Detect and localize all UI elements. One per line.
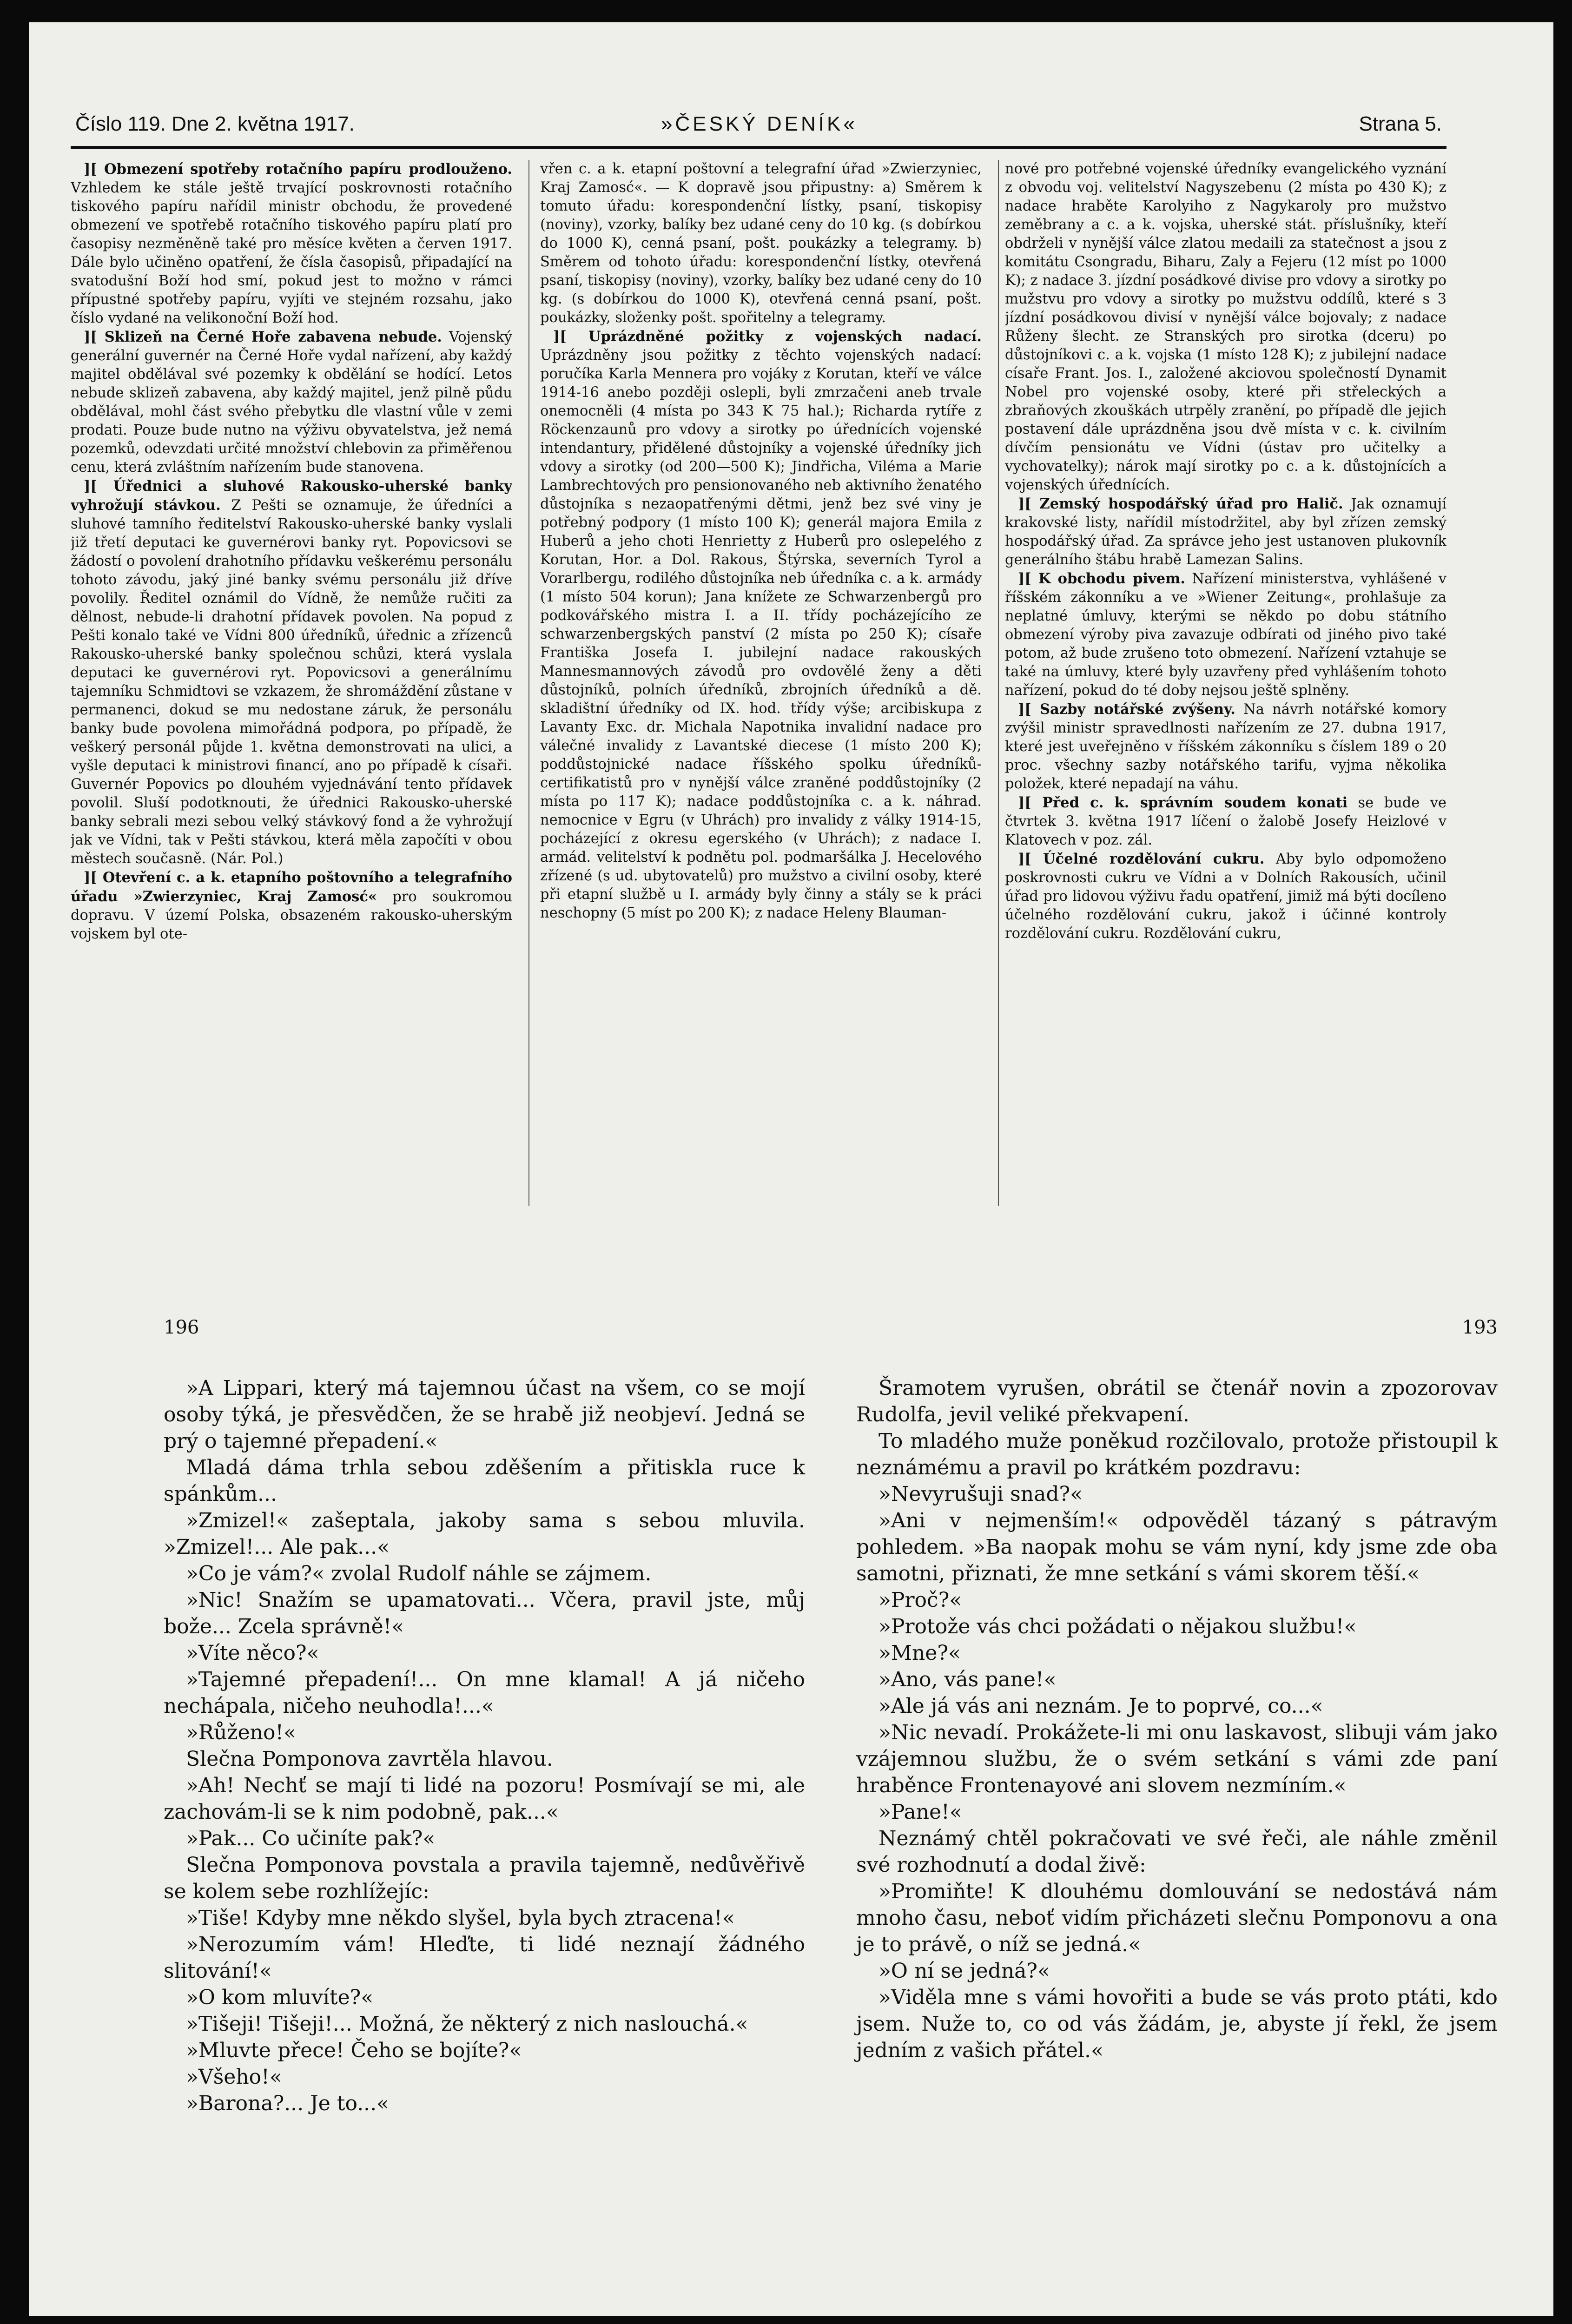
article [1005,793,1447,850]
book-text [856,1375,1498,2064]
book-page-left [164,1314,805,2291]
article-text: Vojenský generální guvernér na Černé Hoře vydal nařízení, aby každý majitel obdělával své pozemky k obdělání se hodící. Letos nebude sklizeň zabavena, aby každý majitel, jenž pilně půdu obdělával, mohl část svého přebytku dle vlastní vůle v zemi prodati. Pouze bude nutno na výživu obyvatelstva, jež nemá pozemků, odevzdati určité množství chlebovin za přiměřenou cenu, která zvláštním nařízením bude stanovena. [71,329,512,475]
book-paragraph: Slečna Pomponova zavrtěla hlavou. [186,1747,553,1771]
book-paragraph: »Mne?« [878,1641,961,1665]
book-paragraph: Mladá dáma trhla sebou zděšením a přitiskla ruce k spánkům... [164,1456,805,1506]
book-paragraph: »Ani v nejmenším!« odpověděl tázaný s pátravým pohledem. »Ba naopak mohu se vám nyní, kdy jsme zde oba samotni, přiznati, že mne setkání s vámi skorem těší.« [856,1509,1498,1585]
book-page-number: 196 [164,1317,199,1338]
article [71,328,512,477]
book-paragraph: »Mluvte přece! Čeho se bojíte?« [186,2039,522,2062]
article-headline: ][ Před c. k. správním soudem konati [1018,794,1348,811]
article-headline: ][ Otevření c. a k. etapního poštovního a telegrafního úřadu »Zwierzyniec, Kraj Zamosć« [71,869,512,905]
article-headline: ][ Obmezení spotřeby rotačního papíru prodlouženo. [84,161,512,178]
book-paragraph: »Pak... Co učiníte pak?« [186,1827,436,1850]
book-paragraph: »Barona?... Je to...« [186,2092,390,2115]
book-paragraph: »Nerozumím vám! Hleďte, ti lidé neznají žádného slitování!« [164,1933,805,1983]
book-paragraph: »O ní se jedná?« [878,1959,1050,1983]
book-paragraph: »Pane!« [878,1800,962,1824]
book-text [164,1375,805,2117]
masthead: »ČESKÝ DENÍK« [661,112,858,135]
book-paragraph: »Nevyrušuji snad?« [878,1482,1083,1506]
book-paragraph: »A Lippari, který má tajemnou účast na všem, co se mojí osoby týká, je přesvědčen, že se hrabě již neobjeví. Jedná se prý o tajemné přepadení.« [164,1376,805,1453]
column-2 [540,160,982,1220]
book-paragraph: »Promiňte! K dlouhému domlouvání se nedostává nám mnoho času, neboť vidím přicházeti slečnu Pomponovu a ona je to právě, o níž se jedná.« [856,1880,1498,1956]
article [1005,495,1447,569]
article-text: nové pro potřebné vojenské úředníky evangelického vyznání z obvodu voj. velitelství Nagyszebenu (2 místa po 430 K); z nadace hraběte Karolyiho z Nagykaroly pro mužstvo zeměbrany a c. a k. vojska, uherské stát. příslušníky, kteří obdrželi v nynější válce zlatou medaili za statečnost a jsou z komitátu Csongradu, Biharu, Zaly a Fejeru (12 míst po 1000 K); z nadace 3. jízdní posádkové divise pro vdovy a sirotky po mužstvu pro vdovy a sirotky po mužstvu oddílů, které s 3 jízdní posádkovou divisí v nynější válce bojovaly; z nadace Růženy šlecht. ze Stranských pro sirotka (dceru) po důstojníkovi c. a k. vojska (1 místo 128 K); z jubilejní nadace císaře Frant. Jos. I., založené akciovou společností Dynamit Nobel pro vojenské osoby, které při střeleckých a zbraňových zkouškách utrpěly zranění, po případě dle jejich postavení dále uprázdněna jsou dvě místa v c. k. civilním dívčím pensionátu ve Vídni (ústav pro učitelky a vychovatelky); nárok mají sirotky po c. a k. důstojnících a vojenských úřednících. [1005,161,1447,493]
book-paragraph: Šramotem vyrušen, obrátil se čtenář novin a zpozorovav Rudolfa, jevil veliké překvapení. [856,1376,1498,1426]
article [540,327,982,923]
book-paragraph: »Tiše! Kdyby mne někdo slyšel, byla bych ztracena!« [186,1906,735,1930]
article-headline: ][ K obchodu pivem. [1018,570,1186,587]
book-paragraph: »Co je vám?« zvolal Rudolf náhle se zájmem. [186,1562,652,1585]
column-1 [71,160,512,1220]
article-headline: ][ Uprázdněné požitky z vojenských nadací. [553,328,982,345]
article-text: Nařízení ministerstva, vyhlášené v říšském zákonníku a ve »Wiener Zeitung«, prohlašuje za neplatné úmluvy, kterými se někdo po dobu státního obmezení výroby piva zavazuje odbírati od jiného pivo také potom, až bude zrušeno toto obmezení. Nařízení vztahuje se také na úmluvy, které byly uzavřeny před vyhlášením tohoto nařízení, pokud do té doby nejsou ještě splněny. [1005,571,1447,699]
book-paragraph: »Nic nevadí. Prokážete-li mi onu laskavost, slibuji vám jako vzájemnou službu, že o svém setkání s vámi zde paní hraběnce Frontenayové ani slovem nezmíním.« [856,1721,1498,1797]
book-paragraph: Slečna Pomponova povstala a pravila tajemně, nedůvěřivě se kolem sebe rozhlížejíc: [164,1853,805,1903]
article-text: Vzhledem ke stále ještě trvající poskrovnosti rotačního tiskového papíru nařídil ministr obchodu, že provedené obmezení ve spotřebě rotačního tiskového papíru platí pro časopisy nezměněně také pro měsíce květen a červen 1917. Dále bylo učiněno opatření, že čísla časopisů, připadající na svatodušní Boží hod smí, pokud jest to možno v rámci přípustné spotřeby papíru, vyjíti ve stejném rozsahu, jako číslo vydané na velikonoční Boží hod. [71,180,512,326]
book-paragraph: »Protože vás chci požádati o nějakou službu!« [878,1615,1357,1638]
book-paragraph: »Tišeji! Tišeji!... Možná, že některý z nich naslouchá.« [186,2012,748,2036]
book-page-right [856,1314,1498,2291]
book-paragraph: »Nic! Snažím se upamatovati... Včera, pravil jste, můj bože... Zcela správně!« [164,1588,805,1638]
article-text: Aby bylo odpomoženo poskrovnosti cukru ve Vídni a v Dolních Rakousích, učinil úřad pro lidovou výživu řadu opatření, jimiž má býti docíleno účelného rozdělování cukru, jakož i účinné kontroly rozdělování cukru. Rozdělování cukru, [1005,851,1447,942]
article [71,868,512,944]
article-headline: ][ Sazby notářské zvýšeny. [1018,701,1235,718]
book-paragraph: »Viděla mne s vámi hovořiti a bude se vás proto ptáti, kdo jsem. Nuže to, co od vás žádám, je, abyste jí řekl, že jsem jedním z vašich přátel.« [856,1986,1498,2062]
article [540,160,982,327]
book-page-number: 193 [1462,1317,1498,1338]
issue-info: Číslo 119. Dne 2. května 1917. [75,112,355,135]
book-paragraph: »Ah! Nechť se mají ti lidé na pozoru! Posmívají se mi, ale zachovám-li se k nim podobně, pak...« [164,1774,805,1824]
page-number: Strana 5. [1359,112,1442,135]
article-headline: ][ Účelné rozdělování cukru. [1018,851,1265,867]
article [1005,160,1447,495]
article-headline: ][ Sklizeň na Černé Hoře zabavena nebude. [84,329,442,345]
book-paragraph: »Tajemné přepadení!... On mne klamal! A já ničeho nechápala, ničeho neuhodla!...« [164,1668,805,1718]
article-text: Uprázdněny jsou požitky z těchto vojenských nadací: poručíka Karla Mennera pro vojáky z Korutan, kteří ve válce 1914-16 anebo později oslepli, byli zmrzačeni aneb trvale onemocněli (4 místa po 343 K 75 hal.); Richarda rytíře z Röckenzaunů pro vdovy a sirotky po úřednících vojenské intendantury, přidělené důstojníky a vojenské úředníky jich vdovy a sirotky (od 200—500 K); Jindřicha, Viléma a Marie Lambrechtových pro pensionovaného neb aktivního ženatého důstojníka s nezaopatřenými dětmi, jenž bez své viny je potřebný podpory (1 místo 100 K); generál majora Emila z Huberů a jeho choti Henrietty z Huberů pro oslepelého z Korutan, Hor. a Dol. Rakous, Štýrska, severních Tyrol a Vorarlbergu, rodilého důstojníka neb úředníka c. a k. armády (1 místo 504 korun); Jana knížete ze Schwarzenbergů pro podkovářského mistra I. a II. třídy pocházejícího ze schwarzenbergských panství (2 místa po 250 K); císaře Františka Josefa I. jubilejní nadace rakouských Mannesmannových závodů pro ovdovělé ženy a děti důstojníků, polních úředníků, zbrojních úředníků a dě. skladištní úředníky od IX. hod. třídy výše; arcibiskupa z Lavanty Exc. dr. Michala Napotnika invalidní nadace pro válečné invalidy z Lavantské diecese (1 místo 200 K); poddůstojnické nadace říšského spolku úředníků-certifikatistů pro v nynější válce zraněné poddůstojníky (2 místa po 117 K); nadace poddůstojníka c. a k. náhrad. nemocnice v Egru (v Uhrách) pro invalidy z války 1914-15, pocházející z okresu egerského (v Uhrách); z nadace I. armád. velitelství k podnětu pol. podmaršálka J. Hecelového zřízené (s ud. ubytovatelů) pro mužstvo a civilní osoby, které při etapní službě u I. armády byly činny a stály se k práci neschopny (5 míst po 200 K); z nadace Heleny Blauman- [540,347,982,921]
article [71,477,512,868]
article-text: Jak oznamují krakovské listy, nařídil místodržitel, aby byl zřízen zemský hospodářský úřad. Za správce jeho jest ustanoven plukovník generálního štábu hrabě Lamezan Salins. [1005,496,1447,568]
column-divider [998,160,999,1206]
book-paragraph: »Proč?« [878,1588,962,1612]
article [1005,850,1447,943]
article-text: Na návrh notářské komory zvýšil ministr spravedlnosti nařízením ze 27. dubna 1917, které jest uveřejněno v říšském zákonníku s číslem 189 o 20 proc. všechny sazby notářského tarifu, vyjma několika položek, které nepadají na váhu. [1005,701,1447,792]
column-3 [1005,160,1447,1220]
book-paragraph: »Růženo!« [186,1721,297,1744]
book-paragraph: To mladého muže poněkud rozčilovalo, protože přistoupil k neznámému a pravil po krátkém pozdravu: [856,1429,1498,1479]
book-paragraph: »Víte něco?« [186,1641,319,1665]
article-headline: ][ Zemský hospodářský úřad pro Halič. [1018,495,1343,512]
article-text: pro soukromou dopravu. V území Polska, obsazeném rakousko-uherským vojskem byl ote- [71,889,512,942]
article-text: vřen c. a k. etapní poštovní a telegrafní úřad »Zwierzyniec, Kraj Zamosć«. — K dopravě jsou připustny: a) Směrem k tomuto úřadu: korespondenční lístky, psaní, tiskopisy (noviny), vzorky, balíky bez udané ceny do 10 kg. (s dobírkou do 1000 K), cenná psaní, pošt. poukázky a telegramy. b) Směrem od tohoto úřadu: korespondenční lístky, otevřená psaní, tiskopisy (noviny), vzorky, balíky bez udané ceny do 10 kg. (s dobírkou do 1000 K), otevřená cenná psaní, pošt. poukázky, složenky pošt. spořitelny a telegramy. [540,161,982,326]
book-paragraph: »Ale já vás ani neznám. Je to poprvé, co...« [878,1694,1323,1718]
book-paragraph: »O kom mluvíte?« [186,1986,374,2009]
book-paragraph: Neznámý chtěl pokračovati ve své řeči, ale náhle změnil své rozhodnutí a dodal živě: [856,1827,1498,1877]
book-paragraph: »Všeho!« [186,2065,282,2089]
article-headline: ][ Úřednici a sluhové Rakousko-uherské banky vyhrožují stávkou. [71,478,512,514]
scan-sheet [29,22,1553,2316]
book-paragraph: »Zmizel!« zašeptala, jakoby sama s sebou mluvila. »Zmizel!... Ale pak...« [164,1509,805,1559]
article-text: Z Pešti se oznamuje, že úředníci a sluhové tamního ředitelství Rakousko-uherské banky vyslali již třetí deputaci ke guvernérovi banky ryt. Popovicsovi se žádostí o povolení drahotního přídavku veškerému personálu tohoto závodu, jaký jiné banky svému personálu již dříve povolily. Ředitel oznámil do Vídně, že nemůže ručiti za dělnost, nebude-li drahotní přídavek povolen. Na popud z Pešti konalo také ve Vídni 800 úředníků, úřednic a zřízenců Rakousko-uherské banky společnou schůzi, která vyslala deputaci ke guvernérovi ryt. Popovicsovi a generálnímu tajemníku Schmidtovi se vzkazem, že shromáždění zůstane v permanenci, dokud se mu nedostane záruk, že personálu banky bude povolena mimořádná podpora, po případě, že veškerý personál půjde 1. května demonstrovati na ulici, a vyšle deputaci k ministrovi financí, ano po případě k císaři. Guvernér Popovics po dlouhém vyjednávání tento přídavek povolil. Sluší podotknouti, že úřednici Rakousko-uherské banky sebrali mezi sebou velký stávkový fond a že vyhrožují jak ve Vídni, tak v Pešti stávkou, která měla započíti v obou městech současně. (Nár. Pol.) [71,497,512,867]
column-divider [528,160,529,1206]
article [1005,700,1447,793]
article [71,160,512,328]
article-text: se bude ve čtvrtek 3. května 1917 líčení o žalobě Josefy Heizlové v Klatovech v poz. zál. [1005,795,1447,848]
article [1005,569,1447,700]
book-paragraph: »Ano, vás pane!« [878,1668,1057,1691]
newspaper-header [71,109,1447,149]
newspaper-page [71,109,1447,1206]
